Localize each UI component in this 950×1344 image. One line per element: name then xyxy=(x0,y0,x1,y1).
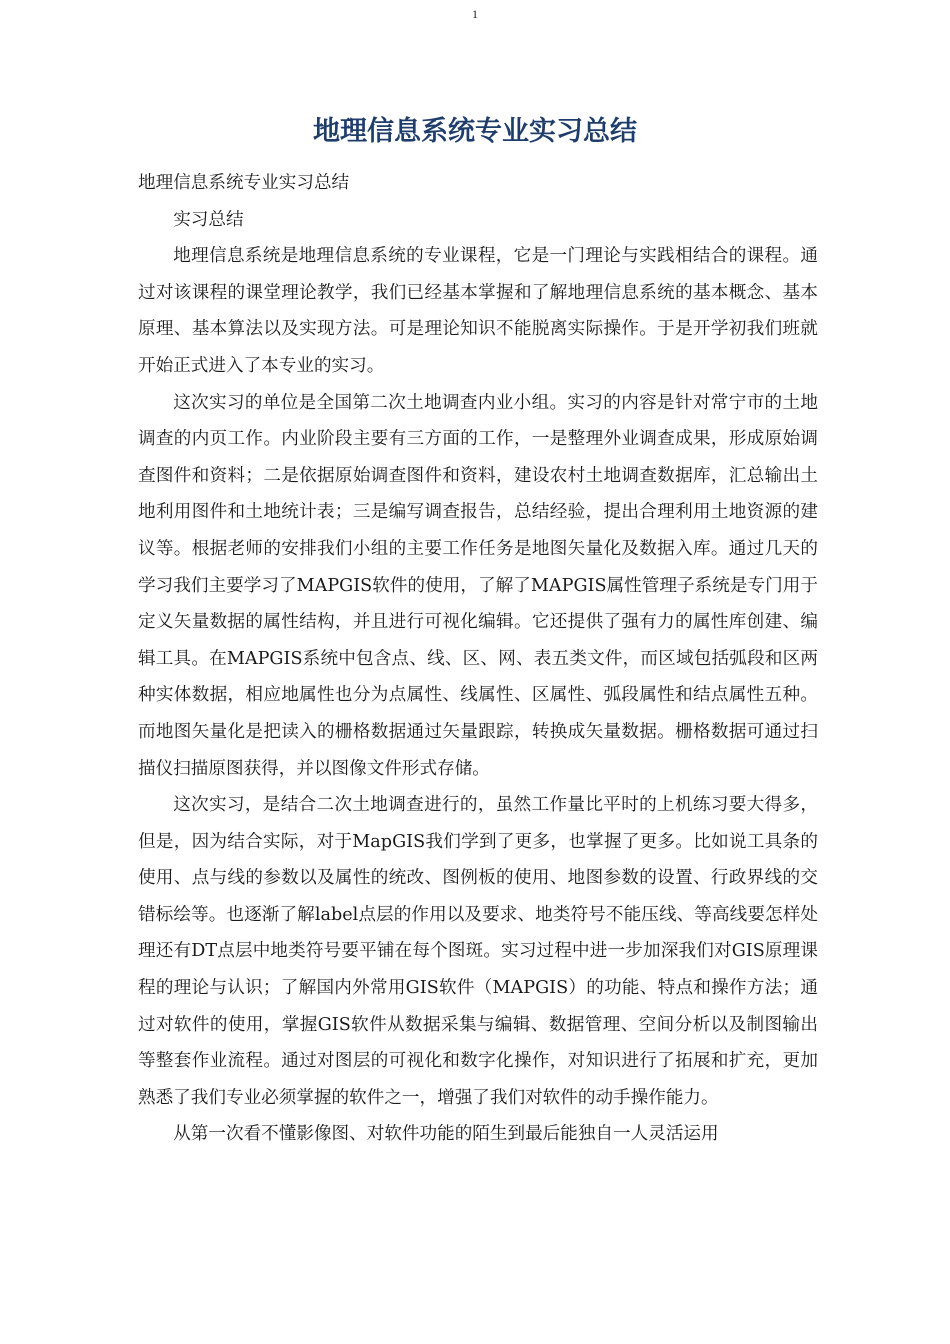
subtitle-line: 地理信息系统专业实习总结 xyxy=(138,173,350,193)
paragraph-1: 地理信息系统是地理信息系统的专业课程，它是一门理论与实践相结合的课程。通过对该课程的课堂理论教学，我们已经基本掌握和了解地理信息系统的基本概念、基本原理、基本算法以及实现方法。可是理论知识不能脱离实际操作。于是开学初我们班就开始正式进入了本专业的实习。 xyxy=(138,246,818,376)
paragraph-2: 这次实习的单位是全国第二次土地调查内业小组。实习的内容是针对常宁市的土地调查的内页工作。内业阶段主要有三方面的工作，一是整理外业调查成果，形成原始调查图件和资料；二是依据原始调查图件和资料，建设农村土地调查数据库，汇总输出土地利用图件和土地统计表；三是编写调查报告，总结经验，提出合理利用土地资源的建议等。根据老师的安排我们小组的主要工作任务是地图矢量化及数据入库。通过几天的学习我们主要学习了MAPGIS软件的使用，了解了MAPGIS属性管理子系统是专门用于定义矢量数据的属性结构，并且进行可视化编辑。它还提供了强有力的属性库创建、编辑工具。在MAPGIS系统中包含点、线、区、网、表五类文件，而区域包括弧段和区两种实体数据，相应地属性也分为点属性、线属性、区属性、弧段属性和结点属性五种。而地图矢量化是把读入的栅格数据通过矢量跟踪，转换成矢量数据。栅格数据可通过扫描仪扫描原图获得，并以图像文件形式存储。 xyxy=(138,392,818,779)
paragraph-3: 这次实习，是结合二次土地调查进行的，虽然工作量比平时的上机练习要大得多，但是，因为结合实际，对于MapGIS我们学到了更多，也掌握了更多。比如说工具条的使用、点与线的参数以及属性的统改、图例板的使用、地图参数的设置、行政界线的交错标绘等。也逐渐了解label点层的作用以及要求、地类符号不能压线、等高线要怎样处理还有DT点层中地类符号要平铺在每个图斑。实习过程中进一步加深我们对GIS原理课程的理论与认识；了解国内外常用GIS软件（MAPGIS）的功能、特点和操作方法；通过对软件的使用，掌握GIS软件从数据采集与编辑、数据管理、空间分析以及制图输出等整套作业流程。通过对图层的可视化和数字化操作，对知识进行了拓展和扩充，更加熟悉了我们专业必须掌握的软件之一，增强了我们对软件的动手操作能力。 xyxy=(138,795,818,1108)
page-number: 1 xyxy=(472,7,478,21)
section-heading: 实习总结 xyxy=(173,209,244,230)
document-body xyxy=(138,165,818,1153)
paragraph-4: 从第一次看不懂影像图、对软件功能的陌生到最后能独自一人灵活运用 xyxy=(173,1124,719,1145)
document-title: 地理信息系统专业实习总结 xyxy=(313,116,637,147)
